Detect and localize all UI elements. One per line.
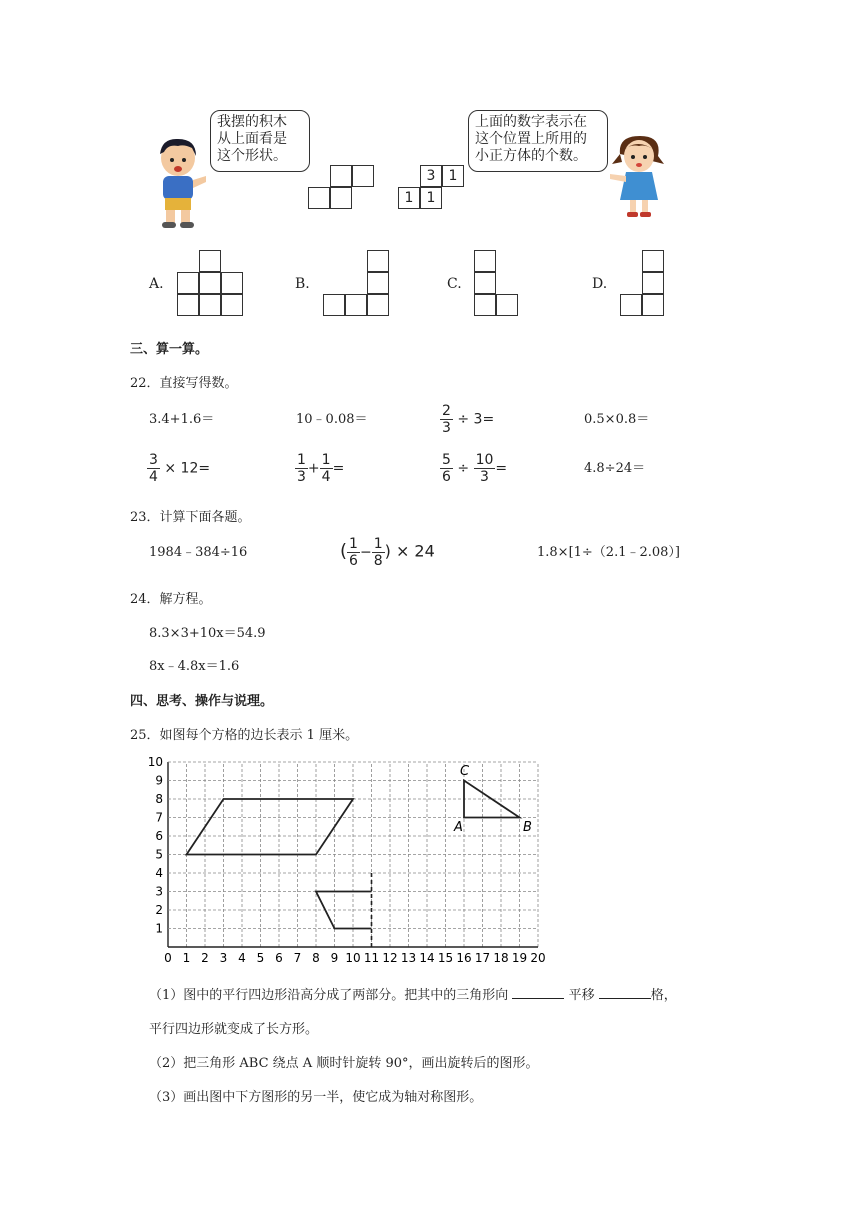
oral-calc-item: $\frac{3}{4}$ × 12= xyxy=(149,452,211,485)
x-tick-label: 16 xyxy=(456,951,472,965)
x-tick-label: 20 xyxy=(530,951,546,965)
y-tick-label: 3 xyxy=(155,884,163,899)
option-label: B. xyxy=(295,276,310,292)
x-tick-label: 19 xyxy=(511,951,528,965)
answer-blank-direction[interactable] xyxy=(512,986,564,999)
question-title: 22．直接写得数。 xyxy=(130,376,238,391)
x-tick-label: 17 xyxy=(474,951,491,965)
boy-speech-line: 我摆的积木 xyxy=(217,114,287,130)
point-b-label: B xyxy=(523,820,532,835)
calc-expression: 1.8×[1÷（2.1﹣2.08）] xyxy=(537,545,680,560)
calc-expression: 1984﹣384÷16 xyxy=(149,545,248,560)
question-title: 24．解方程。 xyxy=(130,592,212,607)
x-tick-label: 7 xyxy=(293,951,302,965)
x-tick-label: 6 xyxy=(275,951,283,965)
y-tick-label: 2 xyxy=(155,903,163,917)
section-heading: 四、思考、操作与说理。 xyxy=(130,694,274,709)
y-tick-label: 5 xyxy=(155,847,163,862)
x-tick-label: 3 xyxy=(219,951,228,965)
girl-speech-line: 上面的数字表示在 xyxy=(475,114,587,130)
option-label: C. xyxy=(447,276,462,292)
count-cell: 1 xyxy=(398,187,420,209)
girl-speech-bubble xyxy=(468,110,608,172)
girl-speech-line: 小正方体的个数。 xyxy=(475,148,587,164)
option-label: D. xyxy=(592,276,608,292)
question-title: 25．如图每个方格的边长表示 1 厘米。 xyxy=(130,728,359,743)
sub-question-2: （2）把三角形 ABC 绕点 A 顺时针旋转 90°，画出旋转后的图形。 xyxy=(149,1056,539,1071)
x-tick-label: 9 xyxy=(330,951,339,965)
oral-calc-item: $\frac{1}{3}$ + $\frac{1}{4}$ = xyxy=(297,452,345,485)
option-label: A. xyxy=(149,276,164,292)
boy-cartoon-icon xyxy=(148,136,208,232)
calc-expression: ( $\frac{1}{6}$ − $\frac{1}{8}$ ) × 24 xyxy=(340,536,435,569)
girl-speech-line: 这个位置上所用的 xyxy=(475,131,587,147)
parallelogram xyxy=(187,799,354,855)
point-c-label: C xyxy=(460,764,470,779)
y-tick-label: 10 xyxy=(147,755,163,769)
y-tick-label: 8 xyxy=(155,792,163,806)
grid-figure xyxy=(140,752,560,970)
numbered-top-view xyxy=(398,165,466,211)
x-tick-label: 14 xyxy=(419,951,435,965)
count-cell: 1 xyxy=(420,187,442,209)
y-tick-label: 4 xyxy=(155,866,163,880)
oral-calc-item: $\frac{5}{6}$ ÷ $\frac{10}{3}$ = xyxy=(442,452,508,485)
x-tick-label: 18 xyxy=(493,951,509,965)
option-b xyxy=(295,248,395,320)
triangle-abc xyxy=(464,781,520,818)
sub-question-3: （3）画出图中下方图形的另一半，使它成为轴对称图形。 xyxy=(149,1090,483,1105)
oral-calc-item: 0.5×0.8＝ xyxy=(584,412,650,427)
sub-question-1: （1）图中的平行四边形沿高分成了两部分。把其中的三角形向 平移 格， xyxy=(149,988,677,1003)
q21-illustration xyxy=(140,100,680,235)
x-tick-label: 10 xyxy=(345,951,361,965)
section-heading: 三、算一算。 xyxy=(130,342,209,357)
point-a-label: A xyxy=(454,820,463,835)
y-tick-label: 6 xyxy=(155,829,163,843)
equation: 8x﹣4.8x＝1.6 xyxy=(149,659,240,674)
question-title: 23．计算下面各题。 xyxy=(130,510,251,525)
x-tick-label: 15 xyxy=(437,951,454,965)
oral-calc-item: 3.4+1.6＝ xyxy=(149,412,215,427)
oral-calc-item: 10﹣0.08＝ xyxy=(296,412,368,427)
x-tick-label: 5 xyxy=(256,951,265,965)
x-tick-label: 11 xyxy=(363,951,380,965)
option-c xyxy=(447,248,527,320)
sub-question-1-cont: 平行四边形就变成了长方形。 xyxy=(149,1022,319,1037)
top-view-shape xyxy=(308,165,376,211)
boy-speech-line: 这个形状。 xyxy=(217,148,287,164)
y-tick-label: 1 xyxy=(155,921,163,936)
option-a xyxy=(149,248,249,320)
boy-speech-line: 从上面看是 xyxy=(217,131,287,147)
boy-speech-bubble xyxy=(210,110,310,172)
x-tick-label: 2 xyxy=(201,951,209,965)
option-d xyxy=(592,248,672,320)
x-tick-label: 1 xyxy=(182,951,191,965)
y-tick-label: 7 xyxy=(155,810,163,825)
x-tick-label: 13 xyxy=(400,951,417,965)
oral-calc-item: $\frac{2}{3}$ ÷ 3= xyxy=(442,403,495,436)
answer-blank-squares[interactable] xyxy=(599,986,651,999)
x-tick-label: 0 xyxy=(164,951,172,965)
equation: 8.3×3+10x＝54.9 xyxy=(149,626,266,641)
x-tick-label: 12 xyxy=(382,951,398,965)
axis-labels xyxy=(148,755,546,965)
oral-calc-item: 4.8÷24＝ xyxy=(584,461,646,476)
count-cell: 3 xyxy=(420,165,442,187)
girl-cartoon-icon xyxy=(608,134,670,220)
x-tick-label: 4 xyxy=(238,951,246,965)
count-cell: 1 xyxy=(442,165,464,187)
y-tick-label: 9 xyxy=(155,773,163,788)
x-tick-label: 8 xyxy=(312,951,320,965)
